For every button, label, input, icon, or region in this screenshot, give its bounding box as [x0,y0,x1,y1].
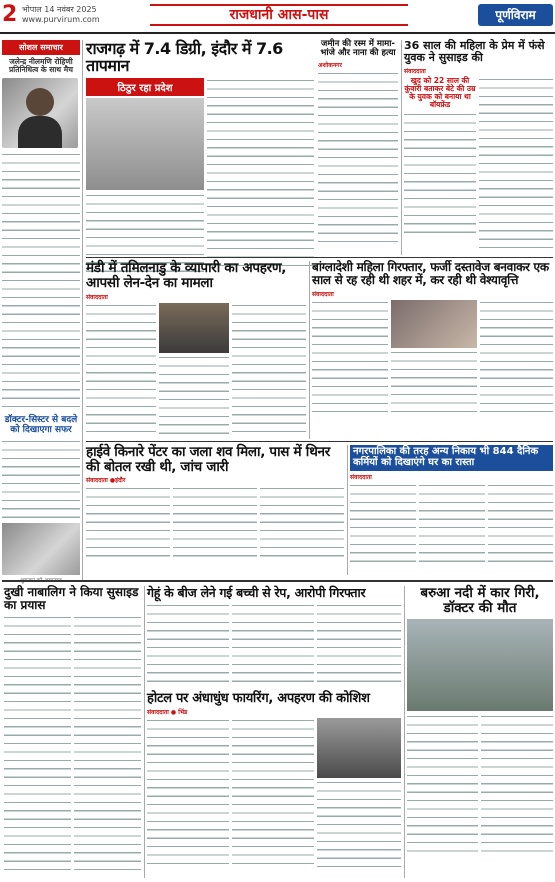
arrest-photo [391,300,477,348]
brand-logo: पूर्णविराम [478,4,553,26]
story-body-col2 [479,77,553,252]
story-car-river [407,586,553,878]
story-bangladeshi-woman [312,261,553,439]
story-land-dispute [318,40,398,255]
story-body-col2 [207,78,314,270]
story-subhead: खुद को 22 साल की कुंवारी बताकर बेटे की उम्र के युवक को बनाया था बॉयफ्रेंड [404,75,476,110]
story-body [407,714,478,859]
story-body [404,112,476,240]
story-byline: संवाददाता ● भिंड [147,709,188,717]
story-byline: संवाददाता [404,67,426,75]
story-hotel-firing [147,692,401,878]
story-headline: 36 साल की महिला के प्रेम में फंसे युवक ने सुसाइड की [404,39,545,64]
hotel-photo [317,718,401,778]
accused-photo [159,303,229,353]
avatar [26,88,54,116]
story-body [86,303,156,435]
story-headline: जमीन की रस्म में मामा-भांजे और नाना की हत्या [320,39,396,59]
story-headline: नगरपालिका की तरह अन्य निकाय भी 844 दैनिक कर्मियों को दिखाएंगे घर का रास्ता [350,445,553,471]
sidebar-photo [2,523,80,575]
fog-photo [86,98,204,190]
story-headline: गेहूं के बीज लेने गई बच्ची से रेप, आरोपी गिरफ्तार [147,585,366,600]
story-temperature [86,40,314,255]
story-body-col3 [232,303,306,435]
story-byline: संवाददाता [312,290,334,298]
page-header [0,0,555,34]
sidebar-body-text [2,152,80,412]
sidebar-lead: जलेन्द्र नीलमणि रोहिणी प्रतिनिधित्व के साथ मैच [9,57,73,75]
story-subhead: ठिठुर रहा प्रदेश [86,78,204,96]
story-child-rape [147,586,401,688]
section-title: राजधानी आस-पास [150,4,408,26]
sidebar-story-text [2,439,80,519]
story-headline: बांग्लादेशी महिला गिरफ्तार, फर्जी दस्तावेज बनवाकर एक साल से रह रही थी शहर में, कर रही थी वेश्यावृत्ति [312,260,549,287]
story-body [350,483,416,565]
story-byline: संवाददाता [350,473,372,481]
story-daily-workers [350,445,553,575]
story-body [312,300,388,412]
story-body [86,486,170,558]
sidebar-tag: सोशल समाचार [2,40,80,55]
story-headline: हाईवे किनारे पेंटर का जला शव मिला, पास में थिनर की बोतल रखी थी, जांच जारी [86,444,330,475]
car-accident-photo [407,619,553,711]
story-suicide [404,40,553,255]
issue-date: भोपाल 14 नवंबर 2025 [22,5,97,14]
story-headline: दुखी नाबालिग ने किया सुसाइड का प्रयास [4,585,139,612]
story-kidnapping [86,261,306,439]
sidebar-column [2,40,80,580]
story-byline: अशोकनगर [318,62,342,70]
page-number: 2 [2,2,18,27]
story-byline: संवाददाता [86,294,108,302]
story-byline: संवाददाता ●इंदौर [86,477,126,485]
columnist-photo [2,78,78,148]
story-body [147,603,229,683]
story-headline: बरुआ नदी में कार गिरी, डॉक्टर की मौत [420,585,540,616]
website-link[interactable]: www.purvirum.com [22,15,100,24]
story-body-col3 [480,300,553,412]
story-headline: मंडी में तमिलनाडु के व्यापारी का अपहरण, आपसी लेन-देन का मामला [86,260,287,291]
story-body [318,71,398,246]
story-body [4,615,71,877]
story-painter-body [86,445,344,575]
sidebar-story-title: डॉक्टर-सिस्टर से बदले को दिखाएगा सफर [4,415,78,435]
story-minor-attempt [4,586,142,878]
story-headline: राजगढ़ में 7.4 डिग्री, इंदौर में 7.6 तापमान [86,39,283,76]
dateline [22,5,100,25]
story-body [147,718,229,868]
story-headline: होटल पर अंधाधुंध फायरिंग, अपहरण की कोशिश [147,691,370,706]
